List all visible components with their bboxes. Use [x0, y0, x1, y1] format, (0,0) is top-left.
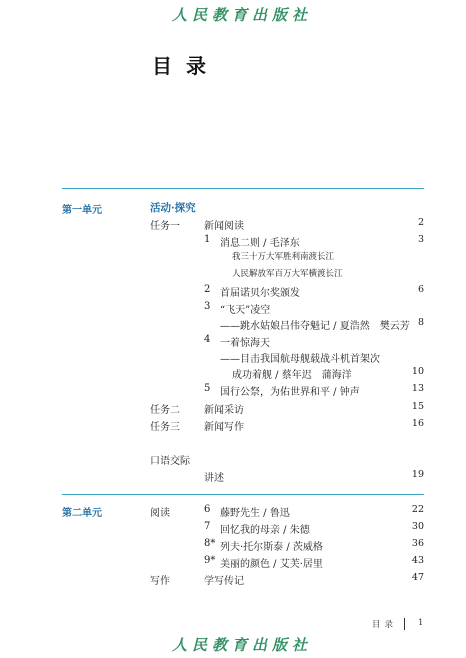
lesson-number: 1 — [204, 234, 211, 245]
lesson-number: 8* — [204, 538, 216, 549]
unit-label: 第一单元 — [62, 205, 102, 216]
task-title[interactable]: 新闻阅读 — [204, 221, 244, 232]
lesson-title[interactable]: 列夫·托尔斯泰 / 茨威格 — [220, 542, 323, 553]
page-number: 30 — [411, 521, 424, 532]
lesson-title[interactable]: 国行公祭，为佑世界和平 / 钟声 — [220, 387, 360, 398]
lesson-subtitle[interactable]: 我三十万大军胜利南渡长江 — [232, 252, 335, 262]
publisher-logo: 人民教育出版社 — [172, 6, 313, 24]
lesson-number: 5 — [204, 383, 211, 394]
page-number: 16 — [411, 418, 424, 429]
writing-label: 写作 — [150, 576, 170, 587]
page-number: 43 — [411, 555, 424, 566]
section-heading: 活动·探究 — [150, 202, 196, 214]
page-title: 目录 — [152, 54, 220, 78]
page-number: 6 — [417, 284, 424, 295]
lesson-number: 4 — [204, 334, 211, 345]
footer-page-number: 1 — [418, 618, 424, 628]
unit-label: 第二单元 — [62, 508, 102, 519]
task-title[interactable]: 新闻写作 — [204, 422, 244, 433]
reading-label: 阅读 — [150, 508, 170, 519]
footer-label: 目录 — [372, 620, 398, 630]
page-number: 10 — [411, 366, 424, 377]
page-number: 47 — [411, 572, 424, 583]
oral-section-label: 口语交际 — [150, 456, 190, 467]
lesson-title[interactable]: 美丽的颜色 / 艾芙·居里 — [220, 559, 323, 570]
lesson-subtitle[interactable]: 人民解放军百万大军横渡长江 — [232, 269, 343, 279]
lesson-number: 3 — [204, 301, 211, 312]
page-number: 8 — [417, 317, 424, 328]
lesson-title[interactable]: 藤野先生 / 鲁迅 — [220, 508, 290, 519]
lesson-number: 9* — [204, 555, 216, 566]
lesson-title-continuation[interactable]: ——跳水姑娘吕伟夺魁记 / 夏浩然 樊云芳 — [220, 321, 410, 332]
task-label: 任务三 — [150, 422, 180, 433]
lesson-title[interactable]: 一着惊海天 — [220, 338, 270, 349]
unit1-divider — [62, 188, 424, 189]
task-title[interactable]: 新闻采访 — [204, 405, 244, 416]
page-number: 13 — [411, 383, 424, 394]
page-number: 36 — [411, 538, 424, 549]
lesson-title-continuation[interactable]: ——目击我国航母舰载战斗机首架次 — [220, 354, 380, 365]
page-number: 3 — [417, 234, 424, 245]
writing-title[interactable]: 学写传记 — [204, 576, 244, 587]
page-number: 2 — [417, 217, 424, 228]
publisher-logo-footer: 人民教育出版社 — [172, 636, 313, 654]
lesson-title[interactable]: 消息二则 / 毛泽东 — [220, 238, 300, 249]
lesson-title[interactable]: 首届诺贝尔奖颁发 — [220, 288, 300, 299]
lesson-title-continuation[interactable]: 成功着舰 / 蔡年迟 蒲海洋 — [232, 370, 352, 381]
lesson-title[interactable]: 回忆我的母亲 / 朱德 — [220, 525, 310, 536]
page-number: 22 — [411, 504, 424, 515]
footer-divider — [404, 618, 405, 630]
task-label: 任务二 — [150, 405, 180, 416]
lesson-number: 6 — [204, 504, 211, 515]
lesson-number: 7 — [204, 521, 211, 532]
oral-title[interactable]: 讲述 — [204, 473, 224, 484]
lesson-title[interactable]: “飞天”凌空 — [220, 305, 271, 316]
unit2-divider — [62, 494, 424, 495]
task-label: 任务一 — [150, 221, 180, 232]
lesson-number: 2 — [204, 284, 211, 295]
page-number: 15 — [411, 401, 424, 412]
page-number: 19 — [411, 469, 424, 480]
